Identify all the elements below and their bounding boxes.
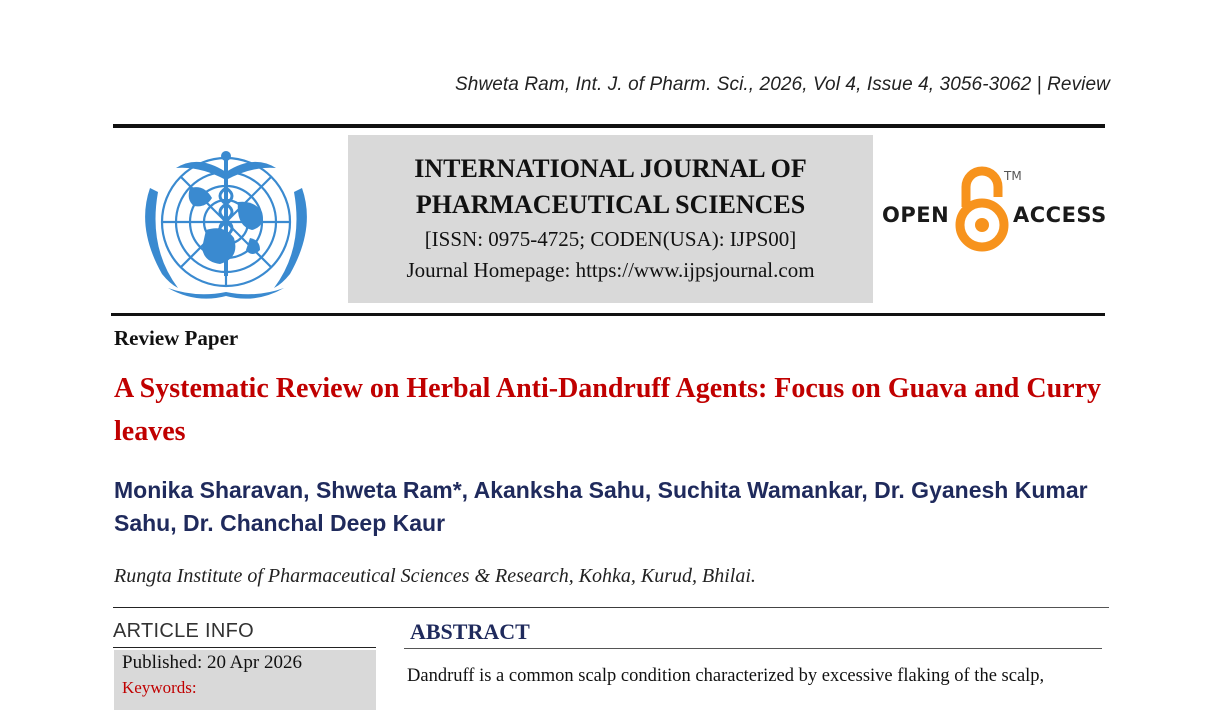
affiliation-rule [113,607,1109,608]
abstract-rule [404,648,1102,649]
journal-title-line1: INTERNATIONAL JOURNAL OF [414,154,807,183]
trademark-label: TM [1004,169,1022,183]
article-type-label: Review Paper [114,326,239,350]
homepage-line[interactable]: Journal Homepage: https://www.ijpsjournal.com [406,258,815,282]
author-affiliation: Rungta Institute of Pharmaceutical Sciences & Research, Kohka, Kurud, Bhilai. [114,565,756,587]
journal-logo-icon [128,138,324,306]
published-date: Published: 20 Apr 2026 [122,652,302,673]
abstract-heading: ABSTRACT [410,619,530,644]
journal-masthead-box [348,135,873,303]
issn-line: [ISSN: 0975-4725; CODEN(USA): IJPS00] [424,227,797,251]
keywords-label: Keywords: [122,678,197,697]
abstract-text: Dandruff is a common scalp condition characterized by excessive flaking of the scalp, [407,666,1045,686]
citation-header: Shweta Ram, Int. J. of Pharm. Sci., 2026, Vol 4, Issue 4, 3056-3062 | Review [455,74,1110,95]
article-info-rule [113,647,376,648]
open-access-right-text: ACCESS [1013,203,1107,227]
article-authors: Monika Sharavan, Shweta Ram*, Akanksha Sahu, Suchita Wamankar, Dr. Gyanesh Kumar Sahu, Dr. Chanchal Deep Kaur [114,477,1088,536]
journal-title-line2: PHARMACEUTICAL SCIENCES [415,190,806,219]
masthead-top-rule [113,124,1105,128]
article-info-heading: ARTICLE INFO [113,620,255,642]
masthead-bottom-rule [111,313,1105,316]
open-access-logo [880,165,1110,255]
open-access-left-text: OPEN [882,203,950,227]
article-title: A Systematic Review on Herbal Anti-Dandruff Agents: Focus on Guava and Curry leaves [114,373,1102,447]
